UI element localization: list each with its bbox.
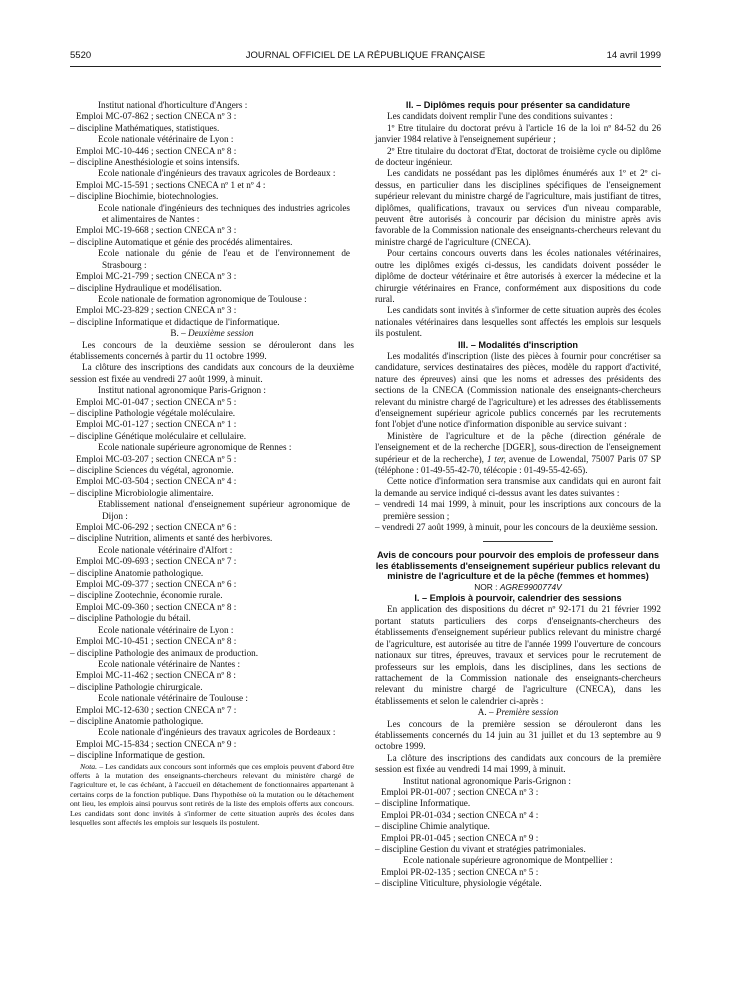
discipline-line: – discipline Microbiologie alimentaire. xyxy=(70,487,214,498)
establishment-list-second-session xyxy=(70,385,354,761)
job-line: Emploi MC-21-799 ; section CNECA nº 3 : xyxy=(76,271,237,282)
footnote: Nota. – Les candidats aux concours sont informés que ces emplois peuvent d'abord être offerts à la mutation des enseignants-chercheurs relevant du ministère chargé de l'agriculture et, le cas échéant, à l'accueil en détachement de fonctionnaires appartenant à certains corps de la fonction publique. Dans l'hypothèse où la mutation ou le détachement ont lieu, les emplois ainsi pourvus sont retirés de la liste des emplois offerts aux concours. Les candidats sont donc invités à s'informer de cette situation auprès des écoles dans lesquelles sont affectés les emplois sur lesquels ils postulent. xyxy=(70,761,354,827)
section-ii-body xyxy=(375,111,661,339)
body-paragraph: Les candidats doivent remplir l'une des conditions suivantes : xyxy=(387,111,613,122)
discipline-line: – discipline Viticulture, physiologie végétale. xyxy=(375,878,542,889)
section-i-heading: I. – Emplois à pourvoir, calendrier des sessions xyxy=(414,593,622,604)
discipline-line: – discipline Pathologie chirurgicale. xyxy=(70,681,203,692)
section-iii-heading: III. – Modalités d'inscription xyxy=(457,339,579,350)
establishment-name: Ecole nationale vétérinaire de Lyon : xyxy=(98,624,234,635)
establishment-name: Ecole nationale supérieure agronomique de Rennes : xyxy=(98,442,292,453)
establishment-name: Ecole nationale d'ingénieurs des travaux agricoles de Bordeaux : xyxy=(98,168,336,179)
section-a-heading: A. – Première session xyxy=(477,707,559,718)
left-column xyxy=(70,100,354,827)
discipline-line: – discipline Biochimie, biotechnologies. xyxy=(70,191,219,202)
discipline-line: – discipline Génétique moléculaire et cellulaire. xyxy=(70,430,247,441)
establishment-name: Institut national d'horticulture d'Angers : xyxy=(98,100,248,110)
establishment-name: Ecole nationale vétérinaire de Lyon : xyxy=(98,134,234,145)
discipline-line: – discipline Anatomie pathologique. xyxy=(70,715,204,726)
job-line: Emploi PR-01-034 ; section CNECA nº 4 : xyxy=(381,809,539,820)
job-line: Emploi MC-03-207 ; section CNECA nº 5 : xyxy=(76,453,237,464)
right-column xyxy=(375,100,661,890)
job-line: Emploi PR-02-135 ; section CNECA nº 5 : xyxy=(381,866,539,877)
section-i-body xyxy=(375,604,661,707)
discipline-line: – discipline Anesthésiologie et soins intensifs. xyxy=(70,157,240,168)
establishment-name: Ecole nationale d'ingénieurs des techniques des industries agricoles et alimentaires de Nantes : xyxy=(98,202,350,225)
establishment-name: Ecole nationale supérieure agronomique de Montpellier : xyxy=(403,855,613,866)
discipline-line: – discipline Hydraulique et modélisation. xyxy=(70,282,222,293)
job-line: Emploi PR-01-045 ; section CNECA nº 9 : xyxy=(381,832,539,843)
list-item: – vendredi 14 mai 1999, à minuit, pour les inscriptions aux concours de la première session ; xyxy=(375,499,661,521)
job-line: Emploi MC-07-862 ; section CNECA nº 3 : xyxy=(76,111,237,122)
job-line: Emploi MC-09-360 ; section CNECA nº 8 : xyxy=(76,601,237,612)
separator xyxy=(483,541,553,542)
discipline-line: – discipline Pathologie du bétail. xyxy=(70,613,191,624)
discipline-line: – discipline Pathologie végétale moléculaire. xyxy=(70,407,236,418)
body-paragraph: Les candidats ne possédant pas les diplômes énumérés aux 1º et 2º ci-dessus, en particulier dans les disciplines spécifiques de l'enseignement supérieur relevant du ministre chargé de l'agriculture, mais justifiant de titres, diplômes, qualifications, travaux ou services d'un niveau comparable, peuvent être autorisés à concourir par décision du ministre après avis favorable de la Commission nationale des enseignants-chercheurs relevant du ministre chargé de l'agriculture (CNECA). xyxy=(375,168,661,247)
discipline-line: – discipline Nutrition, aliments et santé des herbivores. xyxy=(70,533,273,544)
body-paragraph: Les modalités d'inscription (liste des pièces à fournir pour concrétiser sa candidature, services destinataires des pièces, modèle du rapport d'activité, nature des épreuves) ainsi que les noms et adresses des présidents des sections de la CNECA (Commission nationale des enseignants-chercheurs relevant du ministre chargé de l'agriculture) et les adresses des établissements d'enseignement supérieur agricole publics concernés par les recrutements font l'objet d'une notice d'information disponible au service suivant : xyxy=(375,350,661,430)
job-line: Emploi PR-01-007 ; section CNECA nº 3 : xyxy=(381,786,539,797)
establishment-name: Ecole nationale d'ingénieurs des travaux agricoles de Bordeaux : xyxy=(98,727,336,738)
job-line: Emploi MC-19-668 ; section CNECA nº 3 : xyxy=(76,225,237,236)
establishment-name: Ecole nationale vétérinaire de Nantes : xyxy=(98,658,241,669)
issue-date: 14 avril 1999 xyxy=(606,50,661,61)
establishment-list-first-session xyxy=(70,100,354,328)
establishment-list-professors xyxy=(375,719,661,890)
journal-title: JOURNAL OFFICIEL DE LA RÉPUBLIQUE FRANÇAISE xyxy=(245,50,486,61)
page-number: 5520 xyxy=(70,50,92,61)
discipline-line: – discipline Chimie analytique. xyxy=(375,821,490,832)
header-rule xyxy=(70,66,661,67)
notice-title: Avis de concours pour pourvoir des emplois de professeur dans les établissements d'enseignement supérieur publics relevant du ministre de l'agriculture et de la pêche (femmes et hommes) xyxy=(375,550,661,582)
job-line: Emploi MC-11-462 ; section CNECA nº 8 : xyxy=(76,670,236,681)
list-item: – vendredi 27 août 1999, à minuit, pour les concours de la deuxième session. xyxy=(375,522,658,533)
job-line: Emploi MC-23-829 ; section CNECA nº 3 : xyxy=(76,305,237,316)
address-paragraph: Ministère de l'agriculture et de la pêche (direction générale de l'enseignement et de la recherche [DGER], sous-direction de l'enseignement supérieur et de la recherche), 1 ter, avenue de Lowendal, 75007 Paris 07 SP (téléphone : 01-49-55-42-70, télécopie : 01-49-55-42-65). xyxy=(375,430,661,475)
job-line: Emploi MC-15-834 ; section CNECA nº 9 : xyxy=(76,738,237,749)
establishment-name: Ecole nationale du génie de l'eau et de l'environnement de Strasbourg : xyxy=(98,248,350,270)
establishment-name: Ecole nationale vétérinaire d'Alfort : xyxy=(98,544,233,555)
job-line: Emploi MC-10-446 ; section CNECA nº 8 : xyxy=(76,145,237,156)
section-iii-body xyxy=(375,351,661,431)
discipline-line: – discipline Sciences du végétal, agronomie. xyxy=(70,465,234,475)
body-paragraph: La clôture des inscriptions des candidats aux concours de la première session est fixée au vendredi 14 mai 1999, à minuit. xyxy=(375,752,661,775)
body-paragraph: Les candidats sont invités à s'informer de cette situation auprès des écoles nationales vétérinaires dans lesquelles sont affectés les emplois sur lesquels ils postulent. xyxy=(375,305,661,339)
section-ii-heading: II. – Diplômes requis pour présenter sa candidature xyxy=(405,100,631,110)
job-line: Emploi MC-12-630 ; section CNECA nº 7 : xyxy=(76,704,237,715)
establishment-name: Ecole nationale de formation agronomique de Toulouse : xyxy=(98,293,307,304)
discipline-line: – discipline Zootechnie, économie rurale. xyxy=(70,590,223,601)
discipline-line: – discipline Automatique et génie des procédés alimentaires. xyxy=(70,236,293,247)
section-b-paragraph: Les concours de la deuxième session se dérouleront dans les établissements concernés à partir du 11 octobre 1999. xyxy=(70,339,354,361)
page-header xyxy=(70,50,661,64)
discipline-line: – discipline Informatique de gestion. xyxy=(70,750,205,761)
body-paragraph: Les concours de la première session se dérouleront dans les établissements concernés du 14 juin au 31 juillet et du 13 septembre au 9 octobre 1999. xyxy=(375,718,661,752)
job-line: Emploi MC-01-047 ; section CNECA nº 5 : xyxy=(76,396,237,407)
job-line: Emploi MC-01-127 ; section CNECA nº 1 : xyxy=(76,419,237,430)
section-b-heading: B. – Deuxième session xyxy=(170,328,254,339)
discipline-line: – discipline Pathologie des animaux de production. xyxy=(70,647,259,658)
body-paragraph: Cette notice d'information sera transmise aux candidats qui en auront fait la demande au service indiqué ci-dessus avant les dates suivantes : xyxy=(375,476,661,498)
discipline-line: – discipline Gestion du vivant et stratégies patrimoniales. xyxy=(375,844,586,854)
job-line: Emploi MC-15-591 ; sections CNECA nº 1 et nº 4 : xyxy=(76,179,266,190)
job-line: Emploi MC-09-693 ; section CNECA nº 7 : xyxy=(76,556,237,567)
job-line: Emploi MC-10-451 ; section CNECA nº 8 : xyxy=(76,636,237,647)
establishment-name: Institut national agronomique Paris-Grignon : xyxy=(98,385,266,396)
nor-reference: NOR : AGRE9900774V xyxy=(474,581,562,592)
establishment-name: Etablissement national d'enseignement supérieur agronomique de Dijon : xyxy=(98,499,350,521)
establishment-name: Institut national agronomique Paris-Grignon : xyxy=(403,775,571,786)
body-paragraph: Pour certains concours ouverts dans les écoles nationales vétérinaires, outre les diplômes exigés ci-dessus, les candidats doivent posséder le diplôme de docteur vétérinaire et être autorisés à exercer la médecine et la chirurgie vétérinaires en France, conformément aux dispositions du code rural. xyxy=(375,248,661,304)
discipline-line: – discipline Informatique et didactique de l'informatique. xyxy=(70,316,280,327)
section-iii-body-end xyxy=(375,476,661,533)
job-line: Emploi MC-03-504 ; section CNECA nº 4 : xyxy=(76,476,237,487)
body-paragraph: 1º Etre titulaire du doctorat prévu à l'article 16 de la loi nº 84-52 du 26 janvier 1984 relative à l'enseignement supérieur ; xyxy=(375,122,661,145)
discipline-line: – discipline Anatomie pathologique. xyxy=(70,567,204,578)
job-line: Emploi MC-06-292 ; section CNECA nº 6 : xyxy=(76,522,237,533)
discipline-line: – discipline Mathématiques, statistiques. xyxy=(70,122,220,133)
body-paragraph: 2º Etre titulaire du doctorat d'Etat, doctorat de troisième cycle ou diplôme de docteur ingénieur. xyxy=(375,145,661,168)
body-paragraph: En application des dispositions du décret nº 92-171 du 21 février 1992 portant statuts particuliers des corps d'enseignants-chercheurs des établissements d'enseignement supérieur publics relevant du ministre chargé de l'agriculture, est autorisée au titre de l'année 1999 l'ouverture de concours nationaux sur titres, épreuves, travaux et services pour le recrutement de professeurs sur les emplois, dans les disciplines, dans les sections de rattachement de la Commission nationale des enseignants-chercheurs relevant du ministre chargé de l'agriculture (CNECA), dans les établissements et selon le calendrier ci-après : xyxy=(375,604,661,706)
section-b-paragraph: La clôture des inscriptions des candidats aux concours de la deuxième session est fixée au vendredi 27 août 1999, à minuit. xyxy=(70,362,354,384)
job-line: Emploi MC-09-377 ; section CNECA nº 6 : xyxy=(76,579,237,590)
establishment-name: Ecole nationale vétérinaire de Toulouse : xyxy=(98,693,248,704)
discipline-line: – discipline Informatique. xyxy=(375,798,471,809)
